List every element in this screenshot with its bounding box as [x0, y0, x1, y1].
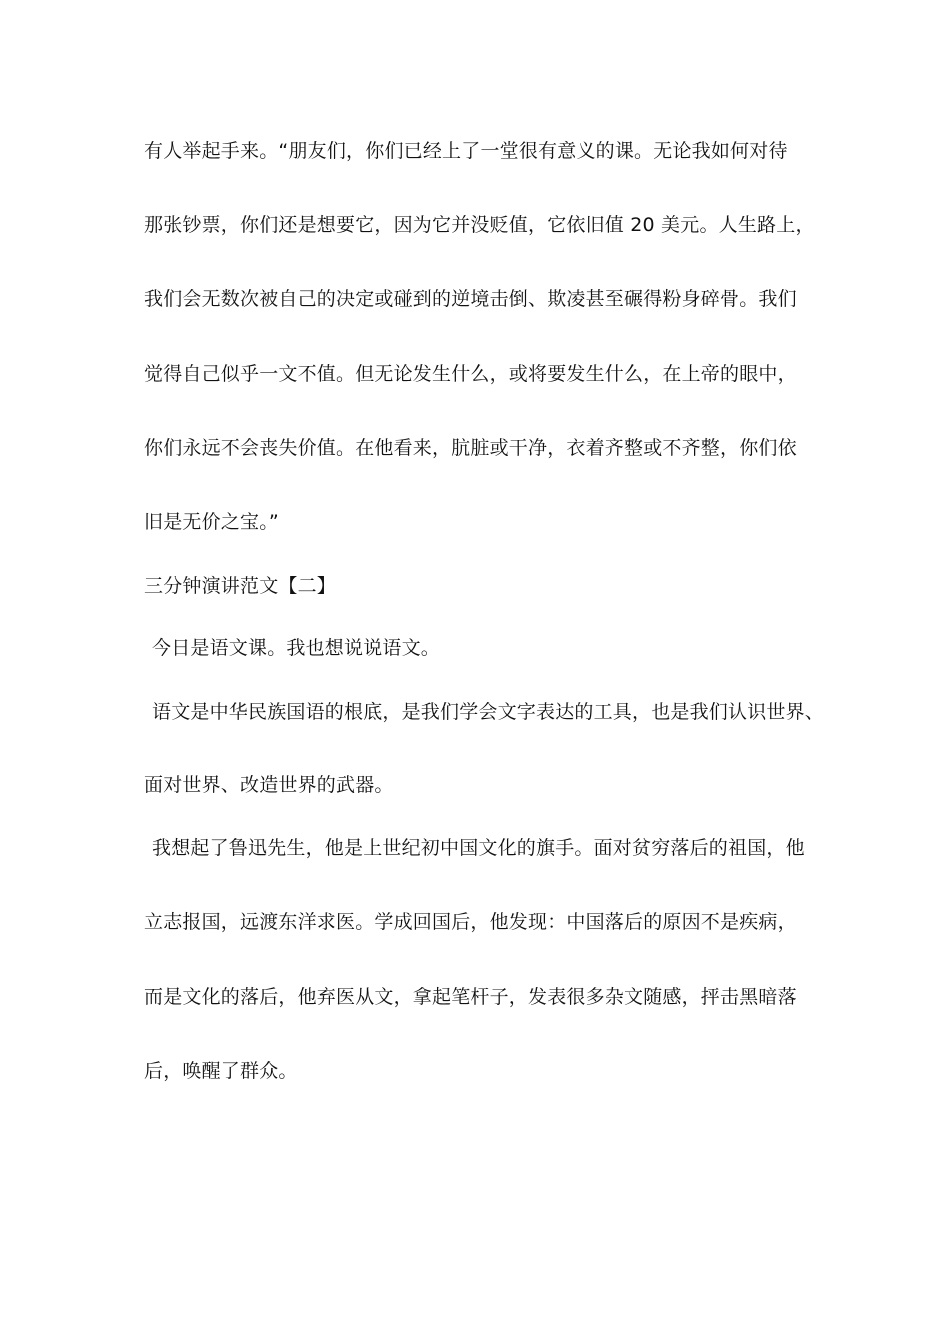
text-line: 觉得自己似乎一文不值。但无论发生什么，或将要发生什么，在上帝的眼中，	[144, 363, 797, 385]
text-line: 有人举起手来。“朋友们，你们已经上了一堂很有意义的课。无论我如何对待	[144, 140, 788, 162]
text-line: 旧是无价之宝。”	[144, 511, 279, 533]
text-line: 那张钞票，你们还是想要它，因为它并没贬值，它依旧值 20 美元。人生路上，	[144, 214, 815, 236]
paragraph-line: 今日是语文课。我也想说说语文。	[152, 637, 441, 659]
text-line: 你们永远不会丧失价值。在他看来，肮脏或干净，衣着齐整或不齐整，你们依	[144, 437, 797, 459]
paragraph-line: 而是文化的落后，他弃医从文，拿起笔杆子，发表很多杂文随感，抨击黑暗落	[144, 986, 797, 1008]
paragraph-line: 后，唤醒了群众。	[144, 1060, 298, 1082]
paragraph-line: 我想起了鲁迅先生，他是上世纪初中国文化的旗手。面对贫穷落后的祖国，他	[152, 837, 805, 859]
paragraph-line: 语文是中华民族国语的根底，是我们学会文字表达的工具，也是我们认识世界、	[152, 701, 825, 723]
paragraph-line: 立志报国，远渡东洋求医。学成回国后，他发现：中国落后的原因不是疾病，	[144, 911, 797, 933]
paragraph-line: 面对世界、改造世界的武器。	[144, 774, 394, 796]
text-line: 我们会无数次被自己的决定或碰到的逆境击倒、欺凌甚至碾得粉身碎骨。我们	[144, 288, 797, 310]
section-heading: 三分钟演讲范文【二】	[144, 575, 337, 597]
